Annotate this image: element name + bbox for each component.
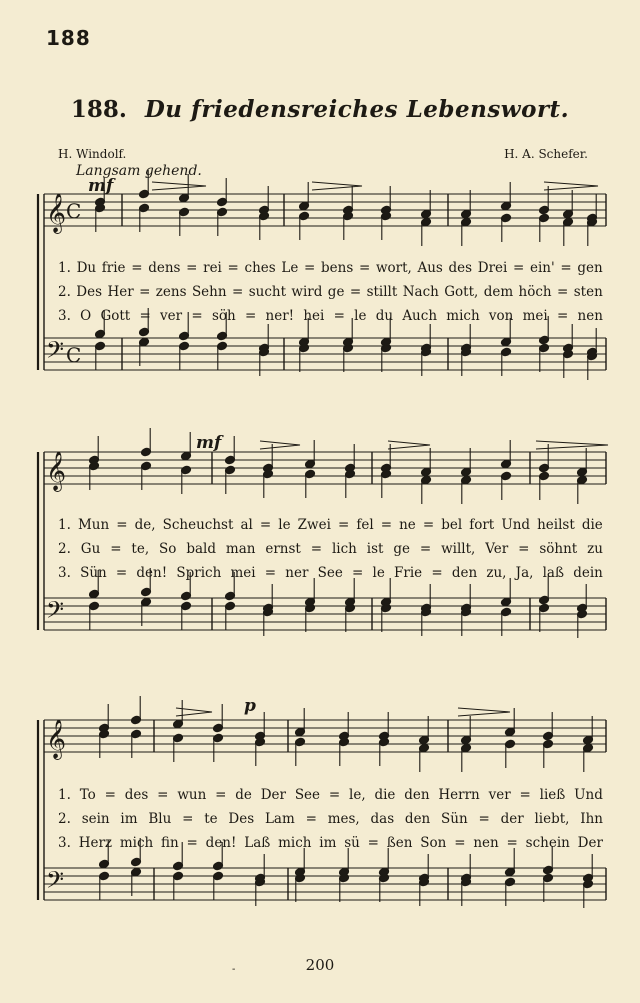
lyric-syllable: =: [337, 517, 350, 533]
lyric-line-2-3: [58, 565, 603, 581]
lyric-syllable: Gott: [100, 308, 131, 324]
lyric-syllable: mei: [522, 308, 548, 324]
lyric-syllable: fin: [161, 835, 179, 851]
lyric-line-2-1: [58, 517, 603, 533]
lyric-syllable: te: [204, 811, 218, 827]
lyric-syllable: =: [186, 835, 198, 851]
lyric-syllable: Der: [260, 787, 286, 803]
lyric-syllable: =: [110, 541, 122, 557]
lyric-syllable: den: [404, 787, 430, 803]
lyric-syllable: =: [478, 811, 490, 827]
lyric-syllable: Zwei: [297, 517, 331, 533]
lyric-syllable: =: [139, 284, 151, 300]
lyric-syllable: den: [404, 811, 431, 827]
lyric-syllable: mich: [278, 835, 312, 851]
lyric-syllable: bens: [321, 260, 354, 276]
lyric-syllable: den!: [205, 835, 237, 851]
lyric-syllable: Gott,: [444, 284, 479, 300]
lyric-syllable: fort: [469, 517, 495, 533]
lyric-syllable: den!: [136, 565, 168, 581]
lyric-syllable: zu: [587, 541, 603, 557]
lyric-syllable: Son: [420, 835, 447, 851]
treble-clef-icon: 𝄞: [46, 193, 67, 233]
lyric-syllable: zu,: [486, 565, 507, 581]
lyric-syllable: =: [352, 565, 364, 581]
lyric-syllable: Mun: [77, 517, 110, 533]
lyric-syllable: =: [115, 565, 128, 581]
lyric-syllable: Laß: [244, 835, 271, 851]
lyric-syllable: =: [244, 308, 257, 324]
lyric-syllable: Nach: [402, 284, 439, 300]
lyric-syllable: Und: [501, 517, 531, 533]
lyric-syllable: Des: [76, 284, 103, 300]
lyric-syllable: mich: [446, 308, 480, 324]
lyric-syllable: See: [294, 787, 321, 803]
lyric-syllable: höch: [518, 284, 552, 300]
lyric-syllable: =: [560, 260, 572, 276]
footer-page-number: 200: [305, 956, 335, 974]
lyric-syllable: ches: [244, 260, 276, 276]
lyric-syllable: To: [79, 787, 96, 803]
lyric-syllable: des: [448, 260, 473, 276]
lyric-syllable: ßen: [386, 835, 413, 851]
crescendo-hairpin: [544, 182, 598, 190]
lyric-syllable: le: [278, 517, 291, 533]
dynamic-marking-1: mf: [88, 176, 114, 196]
lyric-syllable: Scheuchst: [162, 517, 234, 533]
lyric-syllable: =: [328, 787, 341, 803]
lyric-syllable: =: [104, 787, 116, 803]
lyric-syllable: =: [186, 260, 198, 276]
lyric-syllable: Sprich: [176, 565, 222, 581]
lyric-syllable: Ihn: [580, 811, 603, 827]
lyric-syllable: schein: [525, 835, 570, 851]
lyric-syllable: ner: [285, 565, 309, 581]
lyric-syllable: wort,: [375, 260, 412, 276]
lyric-syllable: wun: [177, 787, 207, 803]
lyric-syllable: heilst: [537, 517, 575, 533]
lyric-syllable: wird: [291, 284, 323, 300]
tempo-marking: Langsam gehend.: [76, 163, 202, 179]
lyric-syllable: die: [581, 517, 603, 533]
lyric-syllable: Lam: [264, 811, 295, 827]
lyric-syllable: de: [235, 787, 252, 803]
lyric-syllable: liebt,: [534, 811, 570, 827]
dynamic-marking-3: p: [244, 696, 256, 716]
lyric-syllable: le,: [349, 787, 366, 803]
bass-clef-icon: 𝄢: [46, 866, 65, 899]
lyric-syllable: =: [349, 284, 362, 300]
lyric-syllable: de,: [134, 517, 156, 533]
lyric-syllable: der: [500, 811, 524, 827]
lyric-syllable: von: [488, 308, 514, 324]
lyric-syllable: gen: [577, 260, 603, 276]
lyric-syllable: ner!: [265, 308, 295, 324]
lyric-syllable: Gu: [80, 541, 101, 557]
lyric-syllable: stillt: [366, 284, 398, 300]
treble-clef-icon: 𝄞: [46, 719, 67, 759]
lyric-line-1-2: [58, 284, 603, 300]
lyric-syllable: le: [372, 565, 385, 581]
lyric-syllable: Sün: [80, 565, 107, 581]
lyric-syllable: So: [159, 541, 177, 557]
lyric-syllable: rei: [203, 260, 222, 276]
lyric-syllable: Le: [281, 260, 299, 276]
lyric-syllable: hei: [303, 308, 325, 324]
lyric-syllable: =: [367, 835, 379, 851]
page-number: 188: [46, 26, 91, 50]
lyric-syllable: Sün: [441, 811, 468, 827]
lyric-syllable: ließ: [539, 787, 566, 803]
hymn-title-text: Du friedensreiches Lebenswort.: [144, 96, 570, 123]
lyric-syllable: ge: [393, 541, 410, 557]
lyric-syllable: dein: [573, 565, 603, 581]
lyric-syllable: 1.: [58, 787, 71, 803]
lyric-syllable: =: [310, 541, 323, 557]
lyric-syllable: Des: [228, 811, 255, 827]
composer: H. A. Schefer.: [504, 147, 588, 161]
lyric-syllable: =: [333, 308, 345, 324]
lyric-syllable: sucht: [248, 284, 287, 300]
lyric-syllable: ver: [160, 308, 183, 324]
lyric-syllable: =: [227, 260, 239, 276]
lyric-syllable: im: [120, 811, 138, 827]
lyric-syllable: 1.: [58, 517, 71, 533]
crescendo-hairpin: [458, 708, 510, 716]
lyric-syllable: willt,: [441, 541, 476, 557]
hymn-number: 188.: [70, 96, 127, 123]
lyric-syllable: lich: [331, 541, 357, 557]
lyric-syllable: Ja,: [515, 565, 534, 581]
treble-clef-icon: 𝄞: [46, 451, 67, 491]
lyric-syllable: sten: [573, 284, 603, 300]
lyric-syllable: im: [319, 835, 337, 851]
lyric-syllable: Aus: [417, 260, 443, 276]
lyric-syllable: 2.: [58, 284, 71, 300]
lyric-syllable: bald: [186, 541, 216, 557]
lyric-syllable: sein: [81, 811, 110, 827]
lyric-syllable: =: [304, 260, 316, 276]
crescendo-hairpin: [388, 441, 430, 449]
lyric-syllable: 3.: [58, 835, 71, 851]
lyric-syllable: =: [231, 284, 244, 300]
lyric-syllable: ernst: [265, 541, 301, 557]
lyric-syllable: O: [80, 308, 92, 324]
lyric-syllable: =: [157, 787, 169, 803]
lyric-syllable: =: [305, 811, 317, 827]
lyric-syllable: 3.: [58, 308, 71, 324]
lyric-syllable: den: [451, 565, 478, 581]
lyric-syllable: Blu: [148, 811, 172, 827]
time-signature-bass: C: [66, 343, 82, 367]
lyric-syllable: =: [358, 260, 371, 276]
lyric-syllable: nen: [577, 308, 603, 324]
lyric-syllable: le: [354, 308, 367, 324]
lyric-syllable: fel: [356, 517, 374, 533]
lyric-syllable: ne: [399, 517, 416, 533]
lyric-syllable: =: [191, 308, 203, 324]
lyric-syllable: ge: [327, 284, 345, 300]
lyric-syllable: =: [182, 811, 194, 827]
lyric-line-3-2: [58, 811, 603, 827]
print-mark: -: [232, 964, 236, 975]
lyric-syllable: dem: [483, 284, 514, 300]
lyric-syllable: =: [215, 787, 227, 803]
lyric-syllable: =: [419, 541, 432, 557]
lyric-syllable: du: [375, 308, 394, 324]
text-author: H. Windolf.: [58, 147, 127, 161]
lyric-syllable: =: [506, 835, 518, 851]
lyric-syllable: mich: [119, 835, 154, 851]
lyric-syllable: =: [513, 260, 525, 276]
lyric-syllable: die: [374, 787, 396, 803]
lyric-syllable: dens: [148, 260, 181, 276]
lyric-syllable: =: [556, 308, 569, 324]
lyric-syllable: =: [557, 284, 569, 300]
lyric-syllable: =: [380, 517, 393, 533]
lyric-syllable: zens: [155, 284, 187, 300]
lyric-syllable: Und: [574, 787, 603, 803]
lyric-syllable: nen: [473, 835, 499, 851]
lyric-line-1-3: [58, 308, 603, 324]
lyric-syllable: 2.: [58, 541, 71, 557]
lyric-syllable: Frie: [394, 565, 423, 581]
lyric-syllable: ein': [530, 260, 555, 276]
lyric-syllable: des: [124, 787, 149, 803]
lyric-syllable: 3.: [58, 565, 71, 581]
lyric-syllable: Du: [76, 260, 97, 276]
lyric-syllable: mes,: [327, 811, 360, 827]
lyric-syllable: 1.: [58, 260, 71, 276]
lyric-syllable: söh: [211, 308, 236, 324]
lyric-line-2-2: [58, 541, 603, 557]
lyric-syllable: Der: [577, 835, 603, 851]
lyric-syllable: das: [370, 811, 395, 827]
lyric-syllable: =: [518, 541, 530, 557]
lyric-syllable: =: [519, 787, 531, 803]
lyric-syllable: ver: [488, 787, 511, 803]
lyric-line-3-3: [58, 835, 603, 851]
lyric-syllable: =: [264, 565, 277, 581]
lyric-syllable: =: [139, 308, 151, 324]
lyric-syllable: =: [259, 517, 272, 533]
crescendo-hairpin: [152, 182, 206, 190]
bass-clef-icon: 𝄢: [46, 336, 65, 369]
lyric-syllable: Auch: [402, 308, 438, 324]
lyric-syllable: te,: [131, 541, 150, 557]
time-signature-treble: C: [66, 199, 82, 223]
dynamic-marking-2: mf: [196, 433, 222, 453]
lyric-syllable: Sehn: [191, 284, 227, 300]
crescendo-hairpin: [536, 441, 608, 449]
lyric-line-1-1: [58, 260, 603, 276]
lyric-syllable: man: [225, 541, 256, 557]
lyric-syllable: Ver: [485, 541, 509, 557]
lyric-syllable: frie: [101, 260, 126, 276]
lyric-syllable: laß: [542, 565, 564, 581]
lyric-syllable: bel: [441, 517, 463, 533]
lyric-syllable: Her: [107, 284, 134, 300]
bass-clef-icon: 𝄢: [46, 596, 65, 629]
lyric-syllable: Herrn: [438, 787, 480, 803]
lyric-syllable: söhnt: [539, 541, 578, 557]
lyric-syllable: =: [422, 517, 435, 533]
lyric-syllable: al: [240, 517, 253, 533]
lyric-syllable: sü: [344, 835, 360, 851]
crescendo-hairpin: [312, 182, 362, 190]
crescendo-hairpin: [260, 441, 300, 449]
lyric-line-3-1: [58, 787, 603, 803]
lyric-syllable: =: [116, 517, 128, 533]
lyric-syllable: Herz: [78, 835, 113, 851]
lyric-syllable: Drei: [477, 260, 508, 276]
lyric-syllable: ist: [366, 541, 384, 557]
lyric-syllable: =: [431, 565, 443, 581]
lyric-syllable: 2.: [58, 811, 71, 827]
crescendo-hairpin: [176, 708, 212, 716]
lyric-syllable: =: [454, 835, 466, 851]
lyric-syllable: =: [131, 260, 143, 276]
lyric-syllable: See: [317, 565, 343, 581]
lyric-syllable: mei: [230, 565, 256, 581]
